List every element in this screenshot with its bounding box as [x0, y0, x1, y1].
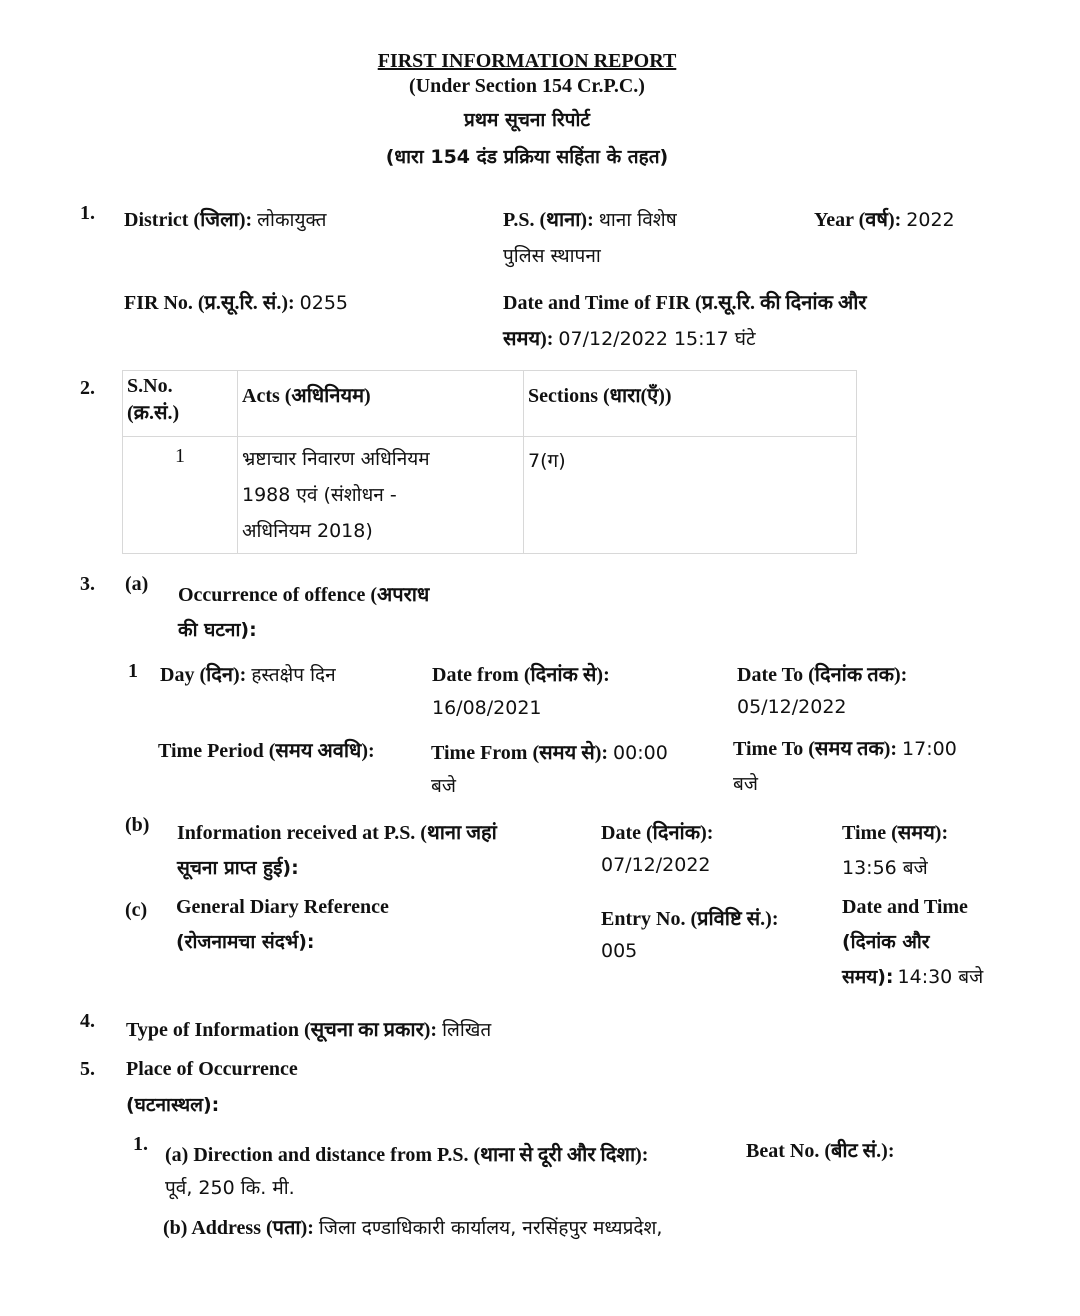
info-date-value: 07/12/2022	[601, 854, 711, 876]
year-value: 2022	[906, 209, 955, 231]
day-field	[160, 660, 336, 687]
district-value: लोकायुक्त	[257, 209, 327, 231]
entry-no-value: 005	[601, 940, 638, 962]
time-to-field	[733, 734, 957, 761]
info-time-value: 13:56 बजे	[842, 857, 928, 879]
date-from-value: 16/08/2021	[432, 697, 542, 719]
ps-value-line2: पुलिस स्थापना	[503, 245, 601, 267]
day-value: हस्तक्षेप दिन	[251, 664, 336, 686]
time-period-label: Time Period (समय अवधि):	[158, 740, 375, 762]
date-to-label: Date To (दिनांक तक):	[737, 664, 908, 686]
occurrence-title: Occurrence of offence (अपराध	[178, 584, 430, 606]
day-label: Day (दिन):	[160, 664, 247, 686]
info-type-field	[126, 1015, 491, 1042]
section-3-number: 3.	[80, 573, 95, 595]
table-row	[123, 437, 857, 554]
time-to-value: 17:00	[902, 738, 957, 760]
row-act	[238, 437, 524, 554]
gd-reference-title-line2: (रोजनामचा संदर्भ):	[176, 931, 315, 953]
sub-a-label: (a)	[125, 573, 149, 595]
time-to-unit: बजे	[733, 773, 758, 795]
header-acts: Acts (अधिनियम)	[238, 371, 524, 437]
section-5-number: 5.	[80, 1058, 95, 1080]
place-sub-number: 1.	[133, 1133, 148, 1155]
row-sno: 1	[123, 437, 238, 554]
beat-no-label: Beat No. (बीट सं.):	[746, 1140, 895, 1162]
entry-no-label: Entry No. (प्रविष्टि सं.):	[601, 908, 779, 930]
gd-datetime-field	[842, 963, 983, 989]
header-sections: Sections (धारा(एँ))	[524, 371, 857, 437]
address-field	[163, 1213, 662, 1240]
section-2-number: 2.	[80, 377, 95, 399]
section-1-number: 1.	[80, 202, 95, 224]
time-from-value: 00:00	[613, 742, 668, 764]
ps-value: थाना विशेष	[598, 209, 677, 231]
row-act-line1: भ्रष्टाचार निवारण अधिनियम	[242, 448, 430, 470]
info-type-label: Type of Information (सूचना का प्रकार):	[126, 1019, 438, 1041]
info-date-label: Date (दिनांक):	[601, 822, 714, 844]
fir-number-label: FIR No. (प्र.सू.रि. सं.):	[124, 292, 295, 314]
date-from-label: Date from (दिनांक से):	[432, 664, 610, 686]
header-sno-en: S.No.	[127, 375, 173, 397]
fir-number-field	[124, 288, 348, 315]
section-4-number: 4.	[80, 1010, 95, 1032]
year-field	[814, 205, 955, 232]
row-act-line2: 1988 एवं (संशोधन -	[242, 484, 397, 506]
report-subtitle-hindi: (धारा 154 दंड प्रक्रिया सहिंता के तहत)	[385, 146, 669, 168]
info-type-value: लिखित	[442, 1019, 492, 1041]
gd-reference-title: General Diary Reference	[176, 896, 389, 918]
gd-datetime-value: 14:30 बजे	[897, 966, 984, 988]
header-sno-hi: (क्र.सं.)	[127, 402, 180, 424]
report-title-hindi: प्रथम सूचना रिपोर्ट	[464, 109, 590, 131]
sub-b-label: (b)	[125, 814, 150, 836]
ps-label: P.S. (थाना):	[503, 209, 594, 231]
fir-datetime-label: Date and Time of FIR (प्र.सू.रि. की दिनांक और	[503, 292, 867, 314]
direction-value: पूर्व, 250 कि. मी.	[165, 1177, 295, 1199]
address-label: (b) Address (पता):	[163, 1217, 314, 1239]
info-received-title-line2: सूचना प्राप्त हुई):	[177, 857, 299, 879]
occurrence-title-line2: की घटना):	[178, 619, 257, 641]
district-label: District (जिला):	[124, 209, 253, 231]
info-received-title: Information received at P.S. (थाना जहां	[177, 822, 497, 844]
address-value: जिला दण्डाधिकारी कार्यालय, नरसिंहपुर मध्यप्रदेश,	[318, 1217, 663, 1239]
acts-table	[122, 370, 857, 554]
direction-label: (a) Direction and distance from P.S. (थाना से दूरी और दिशा):	[165, 1144, 649, 1166]
place-title-line2: (घटनास्थल):	[126, 1094, 220, 1116]
gd-datetime-label-line3: समय):	[842, 966, 894, 988]
time-from-unit: बजे	[431, 775, 456, 797]
fir-number-value: 0255	[299, 292, 349, 314]
info-time-label: Time (समय):	[842, 822, 949, 844]
header-sno	[123, 371, 238, 437]
report-subtitle: (Under Section 154 Cr.P.C.)	[409, 75, 645, 97]
time-to-label: Time To (समय तक):	[733, 738, 898, 760]
time-from-field	[431, 738, 668, 765]
ps-field	[503, 205, 677, 232]
date-to-value: 05/12/2022	[737, 696, 847, 718]
gd-datetime-label: Date and Time	[842, 896, 968, 918]
place-title: Place of Occurrence	[126, 1058, 298, 1080]
year-label: Year (वर्ष):	[814, 209, 902, 231]
gd-datetime-label-line2: (दिनांक और	[842, 931, 930, 953]
row-section: 7(ग)	[524, 437, 857, 554]
fir-datetime-label-line2: समय):	[503, 328, 554, 350]
occurrence-row-number: 1	[128, 660, 138, 682]
fir-datetime-field	[503, 324, 756, 351]
report-title: FIRST INFORMATION REPORT	[377, 50, 677, 72]
row-act-line3: अधिनियम 2018)	[242, 520, 373, 542]
fir-datetime-value: 07/12/2022 15:17 घंटे	[558, 328, 756, 350]
acts-table-header-row	[123, 371, 857, 437]
district-field	[124, 205, 327, 232]
sub-c-label: (c)	[125, 899, 148, 921]
time-from-label: Time From (समय से):	[431, 742, 609, 764]
